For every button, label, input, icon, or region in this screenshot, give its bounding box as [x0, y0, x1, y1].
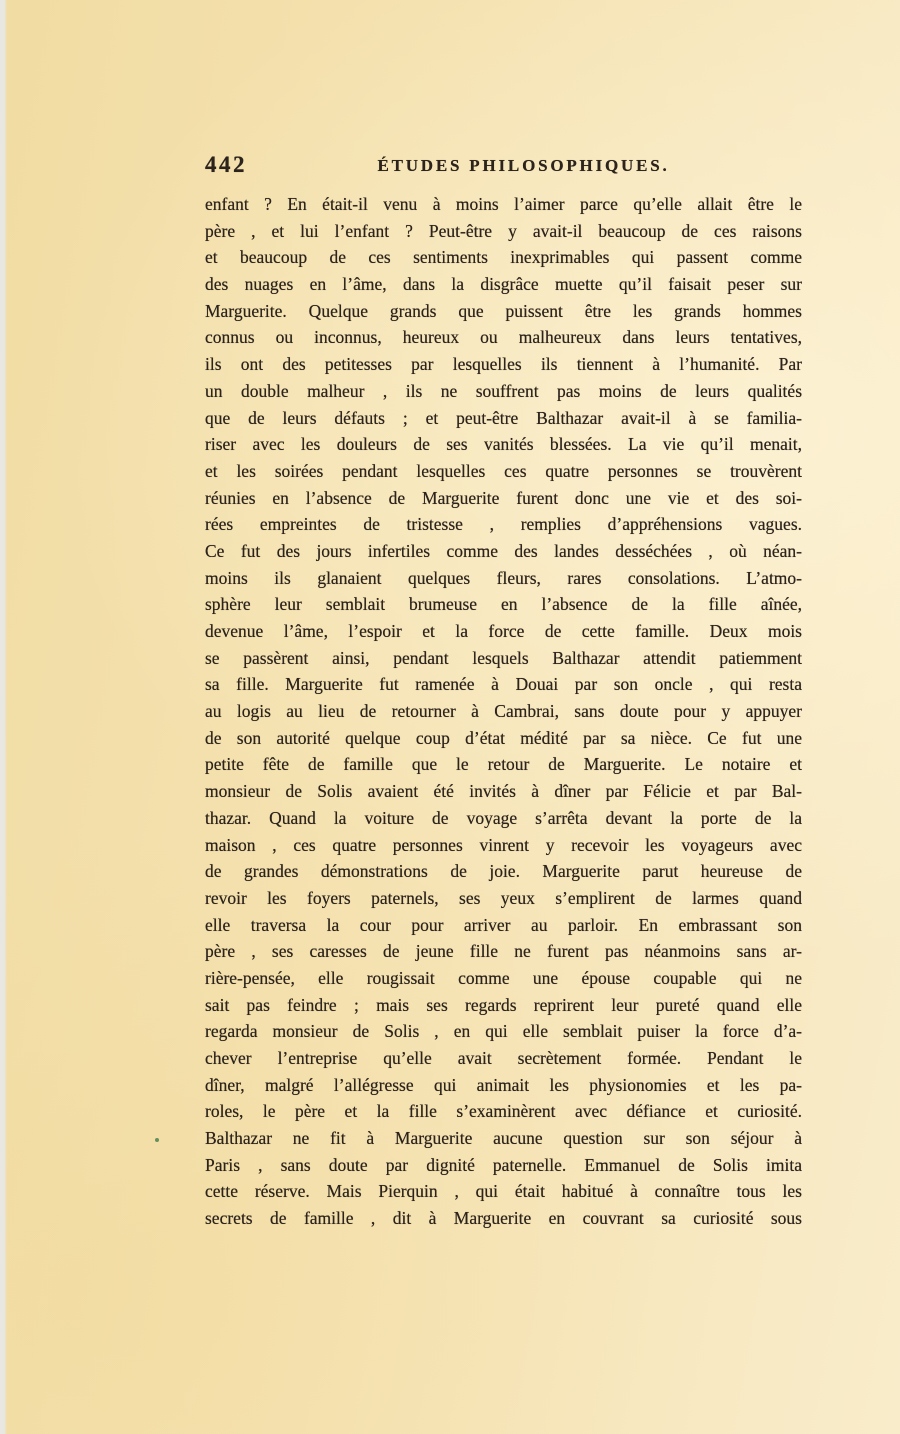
text-line: riser avec les douleurs de ses vanités blessées. La vie qu’il menait,: [205, 434, 802, 455]
text-line: et les soirées pendant lesquelles ces quatre personnes se trouvèrent: [205, 460, 802, 481]
text-line: roles, le père et la fille s’examinèrent avec défiance et curiosité.: [205, 1101, 802, 1122]
text-line: Marguerite. Quelque grands que puissent être les grands hommes: [205, 300, 802, 321]
scan-speck: [155, 1138, 159, 1142]
text-line: de grandes démonstrations de joie. Marguerite parut heureuse de: [205, 861, 802, 882]
text-line: Ce fut des jours infertiles comme des landes desséchées , où néan-: [205, 540, 802, 561]
text-line: sphère leur semblait brumeuse en l’absence de la fille aînée,: [205, 594, 802, 615]
text-line: rées empreintes de tristesse , remplies d’appréhensions vagues.: [205, 514, 802, 535]
text-line: maison , ces quatre personnes vinrent y recevoir les voyageurs avec: [205, 834, 802, 855]
text-line: rière-pensée, elle rougissait comme une épouse coupable qui ne: [205, 967, 802, 988]
text-line: secrets de famille , dit à Marguerite en couvrant sa curiosité sous: [205, 1208, 802, 1229]
text-line: se passèrent ainsi, pendant lesquels Balthazar attendit patiemment: [205, 647, 802, 668]
text-line: moins ils glanaient quelques fleurs, rares consolations. L’atmo-: [205, 567, 802, 588]
text-line: connus ou inconnus, heureux ou malheureux dans leurs tentatives,: [205, 327, 802, 348]
text-line: et beaucoup de ces sentiments inexprimables qui passent comme: [205, 247, 802, 268]
text-line: dîner, malgré l’allégresse qui animait les physionomies et les pa-: [205, 1074, 802, 1095]
text-line: que de leurs défauts ; et peut-être Balthazar avait-il à se familia-: [205, 407, 802, 428]
text-line: petite fête de famille que le retour de Marguerite. Le notaire et: [205, 754, 802, 775]
running-title: ÉTUDES PHILOSOPHIQUES.: [377, 156, 670, 175]
text-line: un double malheur , ils ne souffrent pas moins de leurs qualités: [205, 380, 802, 401]
text-line: réunies en l’absence de Marguerite furent donc une vie et des soi-: [205, 487, 802, 508]
text-line: Balthazar ne fit à Marguerite aucune question sur son séjour à: [205, 1128, 802, 1149]
page-header: [205, 150, 802, 182]
text-line: sa fille. Marguerite fut ramenée à Douai par son oncle , qui resta: [205, 674, 802, 695]
text-line: père , et lui l’enfant ? Peut-être y avait-il beaucoup de ces raisons: [205, 220, 802, 241]
text-line: devenue l’âme, l’espoir et la force de cette famille. Deux mois: [205, 621, 802, 641]
text-line: ils ont des petitesses par lesquelles ils tiennent à l’humanité. Par: [205, 354, 802, 375]
text-line: thazar. Quand la voiture de voyage s’arrêta devant la porte de la: [205, 807, 802, 828]
text-block: [205, 191, 802, 1232]
text-line: père , ses caresses de jeune fille ne furent pas néanmoins sans ar-: [205, 941, 802, 962]
text-line: des nuages en l’âme, dans la disgrâce muette qu’il faisait peser sur: [205, 274, 802, 295]
text-line: cette réserve. Mais Pierquin , qui était habitué à connaître tous les: [205, 1181, 802, 1202]
text-line: sait pas feindre ; mais ses regards reprirent leur pureté quand elle: [205, 994, 802, 1015]
text-line: Paris , sans doute par dignité paternelle. Emmanuel de Solis imita: [205, 1154, 802, 1175]
text-line: de son autorité quelque coup d’état médité par sa nièce. Ce fut une: [205, 727, 802, 748]
text-line: chever l’entreprise qu’elle avait secrètement formée. Pendant le: [205, 1048, 802, 1068]
text-line: enfant ? En était-il venu à moins l’aimer parce qu’elle allait être le: [205, 194, 802, 214]
text-line: monsieur de Solis avaient été invités à dîner par Félicie et par Bal-: [205, 781, 802, 802]
scan-edge: [0, 0, 7, 1434]
text-line: revoir les foyers paternels, ses yeux s’emplirent de larmes quand: [205, 887, 802, 908]
page-number: 442: [205, 152, 247, 177]
text-line: elle traversa la cour pour arriver au parloir. En embrassant son: [205, 914, 802, 935]
text-line: au logis au lieu de retourner à Cambrai, sans doute pour y appuyer: [205, 701, 802, 722]
text-line: regarda monsieur de Solis , en qui elle semblait puiser la force d’a-: [205, 1021, 802, 1042]
